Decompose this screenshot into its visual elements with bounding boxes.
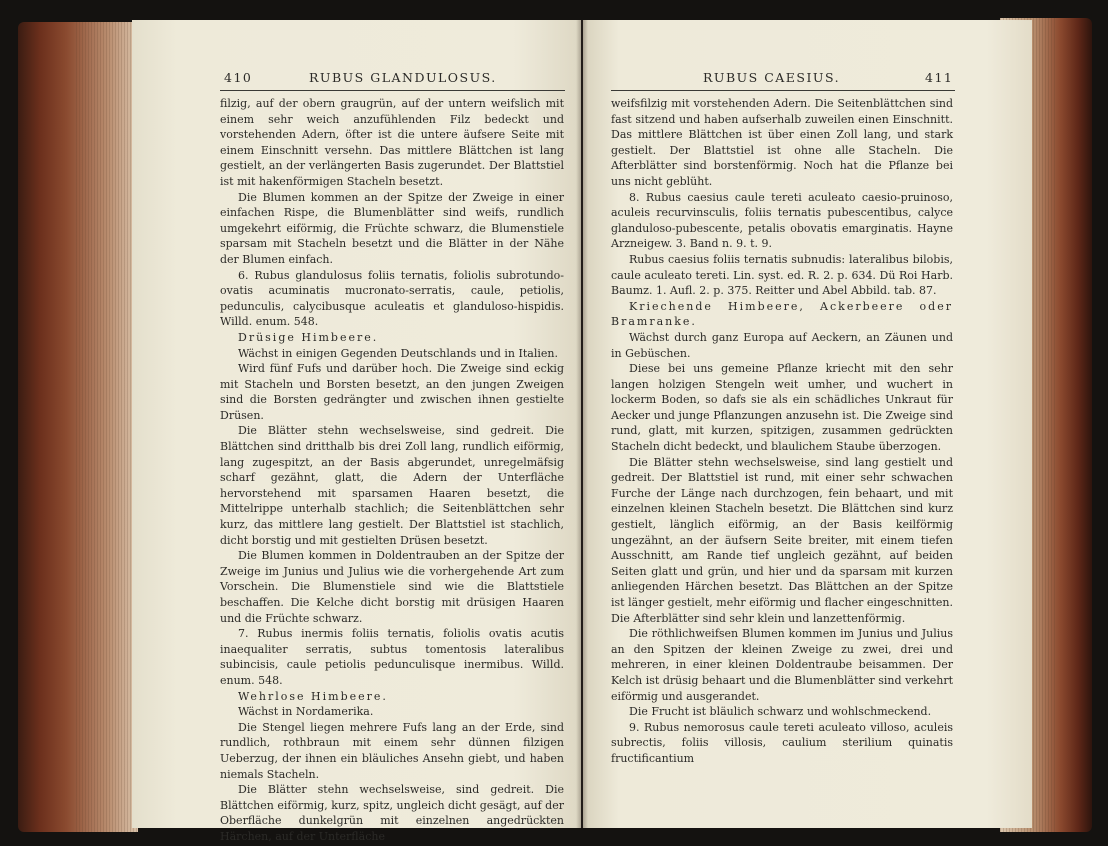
synonym-citation: Rubus caesius foliis ternatis subnudis: lateralibus bilobis, caule aculeato tereti. Lin. syst. ed. R. 2. p. 634. Dü Roi Harb. Baumz. 1. Aufl. 2. p. 375. Reitter und Abel Abbild. tab. 87.: [611, 252, 953, 298]
paragraph: Die Blätter stehn wechselsweise, sind lang gestielt und gedreit. Der Blattstiel ist rund, mit einer sehr schwachen Furche der Länge nach durchzogen, fein behaart, und mit einzelnen kleinen Stacheln besetzt. Die Blättchen sind kurz gestielt, länglich eiförmig, an der Basis keilförmig ungezähnt, an der äufsern Seite breiter, mit einem tiefen Ausschnitt, am Rande tief ungleich gezähnt, auf beiden Seiten glatt und grün, und hier und da sparsam mit kurzen anliegenden Härchen besetzt. Das Blättchen an der Spitze ist länger gestielt, mehr eiförmig und flacher eingeschnitten. Die Afterblätter sind sehr klein und lanzettenförmig.: [611, 455, 953, 625]
running-head: RUBUS GLANDULOSUS.: [309, 70, 497, 85]
paragraph: filzig, auf der obern graugrün, auf der untern weifslich mit einem sehr weich anzufühlenden Filz bedeckt und vorstehenden Adern, öfter ist die untere äufsere Seite mit einem Einschnitt versehn. Das mittlere Blättchen ist lang gestielt, an der verlängerten Basis zugerundet. Der Blattstiel ist mit hakenförmigen Stacheln besetzt.: [220, 97, 564, 188]
paragraph: Die Blumen kommen in Doldentrauben an der Spitze der Zweige im Junius und Julius wie die vorhergehende Art zum Vorschein. Die Blumenstiele sind wie die Blattstiele beschaffen. Die Kelche dicht borstig mit drüsigen Haaren und die Früchte schwarz.: [220, 549, 564, 625]
paragraph: Die Stengel liegen mehrere Fufs lang an der Erde, sind rundlich, rothbraun mit einem sehr dünnen filzigen Ueberzug, der ihnen ein bläuliches Ansehn giebt, und haben niemals Stacheln.: [220, 720, 564, 781]
running-head: RUBUS CAESIUS.: [703, 70, 841, 85]
species-description: 7. Rubus inermis foliis ternatis, foliolis ovatis acutis inaequaliter serratis, subtus tomentosis lateralibus subincisis, caule petiolis pedunculisque inermibus. Willd. enum. 548.: [220, 627, 564, 687]
page-number: 411: [925, 70, 954, 85]
page-body: [220, 96, 564, 845]
paragraph: Die Blätter stehn wechselsweise, sind gedreit. Die Blättchen sind dritthalb bis drei Zoll lang, rundlich eiförmig, lang zugespitzt, an der Basis abgerundet, unregelmäfsig scharf gezähnt, glatt, die Adern der Unterfläche hervorstehend mit sparsamen Haaren besetzt, die Mittelrippe unterhalb stachlich; die Seitenblättchen sehr kurz, das mittlere lang gestielt. Der Blattstiel ist stachlich, dicht borstig und mit gestielten Drüsen besetzt.: [220, 424, 564, 547]
species-description: 8. Rubus caesius caule tereti aculeato caesio-pruinoso, aculeis recurvinsculis, foliis ternatis pubescentibus, calyce glanduloso-pubescente, petalis obovatis emarginatis. Hayne Arzneigew. 3. Band n. 9. t. 9.: [611, 190, 953, 251]
book-page-edges-left: [18, 22, 138, 832]
right-page: [583, 20, 1032, 828]
header-rule: [611, 90, 955, 91]
species-description: 6. Rubus glandulosus foliis ternatis, foliolis subrotundo-ovatis acuminatis mucronato-serratis, caule, petiolis, pedunculis, calycibusque aculeatis et glanduloso-hispidis. Willd. enum. 548.: [220, 268, 564, 329]
common-name: Drüsige Himbeere.: [238, 330, 379, 344]
page-number: 410: [224, 70, 253, 85]
paragraph: weifsfilzig mit vorstehenden Adern. Die Seitenblättchen sind fast sitzend und haben aufserhalb zuweilen einen Einschnitt. Das mittlere Blättchen ist über einen Zoll lang, und stark gestielt. Der Blattstiel ist ohne alle Stacheln. Die Afterblätter sind borstenförmig. Noch hat die Pflanze bei uns nicht geblüht.: [611, 97, 953, 188]
book-gutter: [576, 20, 588, 828]
paragraph: Wächst in Nordamerika.: [238, 705, 374, 719]
paragraph: Wächst durch ganz Europa auf Aeckern, an Zäunen und in Gebüschen.: [611, 330, 953, 360]
header-rule: [220, 90, 565, 91]
paragraph: Wird fünf Fufs und darüber hoch. Die Zweige sind eckig mit Stacheln und Borsten besetzt, an den jungen Zweigen sind die Borsten gedrängter und zwischen ihnen gestielte Drüsen.: [220, 362, 564, 422]
paragraph: Die Blumen kommen an der Spitze der Zweige in einer einfachen Rispe, die Blumenblätter sind weifs, rundlich umgekehrt eiförmig, die Früchte schwarz, die Blumenstiele sparsam mit Stacheln besetzt und die Blätter in der Nähe der Blumen einfach.: [220, 190, 564, 266]
paragraph: Die röthlichweifsen Blumen kommen im Junius und Julius an den Spitzen der kleinen Zweige zu zwei, drei und mehreren, in einer kleinen Doldentraube beisammen. Der Kelch ist drüsig behaart und die Blumenblätter sind verkehrt eiförmig und ausgerandet.: [611, 627, 953, 703]
paragraph: Wächst in einigen Gegenden Deutschlands und in Italien.: [238, 346, 558, 360]
paragraph: Diese bei uns gemeine Pflanze kriecht mit den sehr langen holzigen Stengeln weit umher, und wuchert in lockerm Boden, so dafs sie als ein schädliches Unkraut für Aecker und junge Pflanzungen anzusehn ist. Die Zweige sind rund, glatt, mit kurzen, spitzigen, zusammen gedrückten Stacheln dicht bedeckt, und blaulichem Staube überzogen.: [611, 362, 953, 454]
species-description: 9. Rubus nemorosus caule tereti aculeato villoso, aculeis subrectis, foliis villosis, caulium sterilium quinatis fructificantium: [611, 720, 953, 765]
paragraph: Die Blätter stehn wechselsweise, sind gedreit. Die Blättchen eiförmig, kurz, spitz, ungleich dicht gesägt, auf der Oberfläche dunkelgrün mit einzelnen angedrückten Härchen, auf der Unterfläche: [220, 783, 564, 843]
paragraph: Die Frucht ist bläulich schwarz und wohlschmeckend.: [629, 705, 932, 719]
left-page: [132, 20, 581, 843]
page-body: [611, 96, 953, 767]
common-name: Wehrlose Himbeere.: [238, 689, 388, 703]
common-name: Kriechende Himbeere, Ackerbeere oder Bramranke.: [611, 299, 953, 329]
